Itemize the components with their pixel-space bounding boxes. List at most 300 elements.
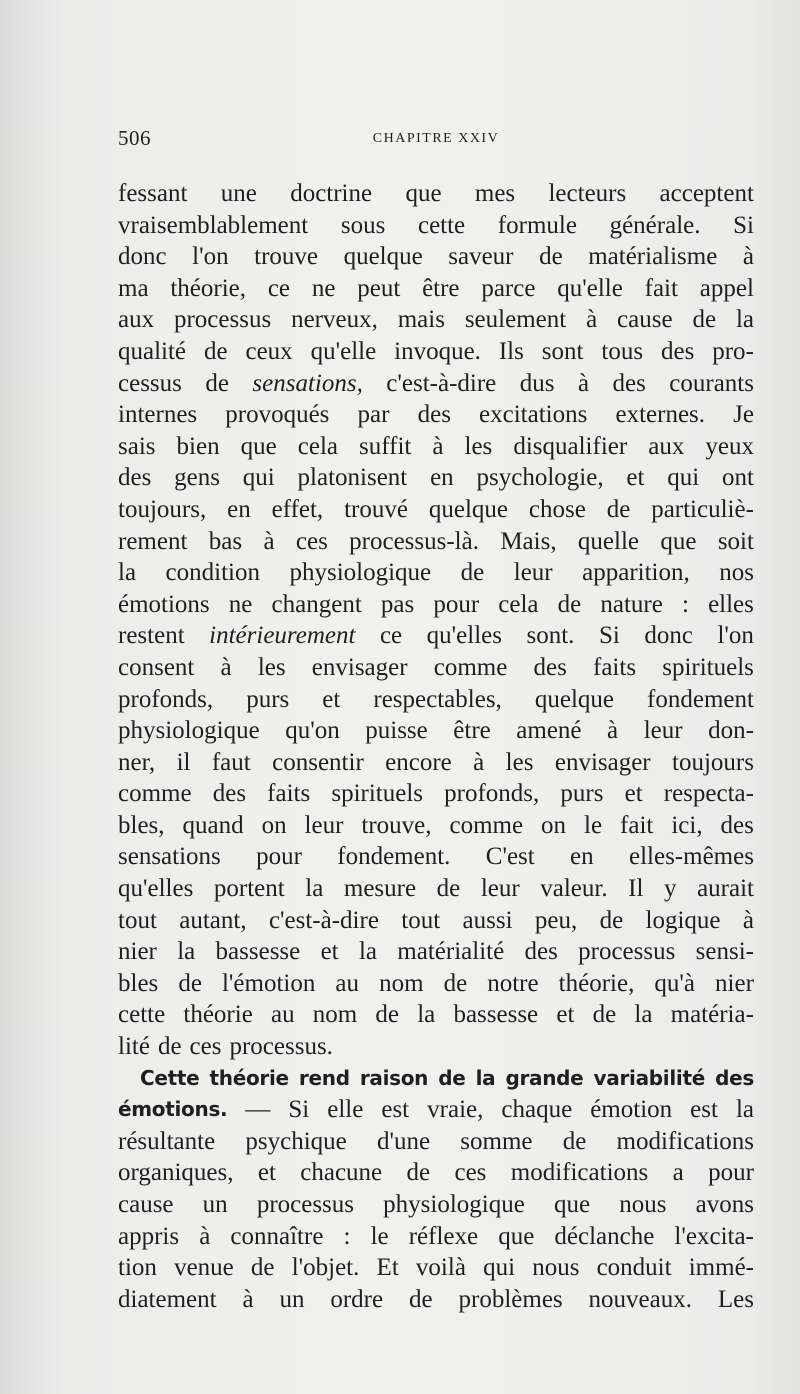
word: à bbox=[577, 369, 590, 397]
word: nom bbox=[312, 1001, 358, 1029]
word: bassesse bbox=[215, 938, 301, 966]
word: quelque bbox=[428, 495, 508, 523]
word: théorie, bbox=[170, 274, 247, 302]
word: par bbox=[357, 401, 390, 429]
text-line bbox=[118, 304, 754, 336]
word: faits bbox=[593, 653, 637, 681]
word: mes bbox=[474, 180, 516, 207]
word: en bbox=[430, 464, 454, 492]
word: platonisent bbox=[297, 464, 408, 492]
word: modifications bbox=[616, 1127, 754, 1155]
word: est bbox=[690, 1096, 718, 1124]
word: changent bbox=[271, 590, 362, 618]
word: ce bbox=[379, 622, 403, 650]
word: fait bbox=[644, 274, 678, 302]
word: somme bbox=[460, 1127, 533, 1155]
text-line bbox=[118, 462, 754, 494]
word: — bbox=[245, 1096, 271, 1124]
text-line bbox=[118, 715, 754, 747]
word: à bbox=[586, 306, 598, 334]
word: variabilité bbox=[593, 1065, 706, 1090]
word: mesure bbox=[343, 875, 417, 903]
word: qu'elles bbox=[118, 875, 194, 903]
text-line bbox=[118, 841, 754, 873]
word: de bbox=[203, 337, 228, 365]
word: toujours bbox=[672, 748, 754, 776]
word: portent bbox=[213, 875, 285, 903]
text-line bbox=[118, 368, 754, 400]
word: donc bbox=[644, 622, 693, 650]
word: pour bbox=[708, 1159, 754, 1187]
word: respecta- bbox=[663, 780, 754, 808]
word: de bbox=[438, 1065, 466, 1090]
word: comme bbox=[118, 780, 192, 808]
word: peut bbox=[357, 274, 401, 302]
word: ne bbox=[311, 274, 336, 302]
word: don- bbox=[708, 717, 754, 745]
word: ne bbox=[228, 590, 253, 618]
word: comme bbox=[433, 653, 508, 681]
word: ces bbox=[454, 1159, 487, 1187]
text-line bbox=[118, 1252, 754, 1284]
text-line bbox=[118, 589, 754, 621]
word: acceptent bbox=[659, 180, 754, 207]
word: de bbox=[375, 1001, 400, 1029]
word: elle bbox=[327, 1096, 364, 1124]
word: notre bbox=[487, 969, 539, 997]
word: être bbox=[453, 717, 491, 745]
word: la bbox=[305, 875, 324, 903]
word: résultante bbox=[118, 1127, 216, 1155]
text-line bbox=[118, 1221, 754, 1253]
word: lité bbox=[118, 1033, 150, 1061]
word: nous bbox=[619, 1191, 667, 1218]
word: et bbox=[322, 685, 341, 713]
word: Je bbox=[733, 401, 754, 429]
word: cela bbox=[498, 590, 539, 618]
word: profonds, bbox=[444, 780, 540, 808]
word: encore bbox=[385, 748, 452, 776]
word: à bbox=[263, 527, 275, 555]
word: qui bbox=[242, 464, 275, 492]
word: et bbox=[320, 938, 339, 966]
word: leur bbox=[480, 875, 520, 903]
text-line bbox=[118, 399, 754, 431]
word: d'une bbox=[376, 1127, 431, 1155]
word: internes bbox=[118, 401, 198, 429]
word: on bbox=[261, 811, 287, 839]
word: aux bbox=[648, 432, 685, 460]
word: saveur bbox=[448, 243, 514, 271]
word: fait bbox=[620, 811, 654, 839]
word: intérieurement bbox=[209, 622, 356, 650]
word: rend bbox=[298, 1065, 350, 1090]
word: respectables, bbox=[373, 685, 502, 713]
word: le bbox=[370, 1222, 389, 1250]
word: leur bbox=[304, 811, 344, 839]
word: émotions. bbox=[118, 1097, 228, 1122]
word: cessus bbox=[118, 369, 182, 397]
word: Si bbox=[733, 211, 754, 239]
word: trouve bbox=[254, 243, 319, 271]
word: de bbox=[606, 495, 631, 523]
word: la bbox=[634, 1001, 653, 1029]
text-line bbox=[118, 620, 754, 652]
word: pas bbox=[380, 590, 415, 618]
word: Si bbox=[288, 1096, 310, 1124]
word: bles, bbox=[118, 811, 165, 839]
word: chacune bbox=[300, 1159, 383, 1187]
word: soit bbox=[717, 527, 754, 555]
word: donc bbox=[118, 243, 167, 271]
word: psychologie, bbox=[476, 464, 604, 492]
word: des bbox=[118, 464, 152, 492]
word: fondement bbox=[647, 685, 754, 713]
text-line bbox=[118, 1031, 754, 1063]
word: de bbox=[692, 306, 717, 334]
word: de bbox=[157, 1033, 182, 1061]
word: aurait bbox=[697, 875, 754, 903]
word: processus-là. bbox=[349, 527, 479, 555]
word: envisager bbox=[554, 748, 651, 776]
word: seulement bbox=[464, 306, 567, 334]
word: ma bbox=[118, 274, 149, 302]
word: spirituels bbox=[662, 653, 754, 681]
word: ceux bbox=[245, 337, 293, 365]
word: connaître bbox=[230, 1222, 324, 1250]
word: quelque bbox=[534, 685, 614, 713]
word: leur bbox=[643, 717, 683, 745]
text-line bbox=[118, 336, 754, 368]
word: C'est bbox=[485, 843, 535, 871]
word: sensations, bbox=[252, 369, 363, 397]
word: l'on bbox=[192, 243, 229, 271]
word: de bbox=[205, 369, 229, 397]
word: : bbox=[343, 1222, 351, 1250]
word: qualité bbox=[118, 337, 187, 365]
word: particuliè- bbox=[651, 495, 754, 523]
word: théorie bbox=[209, 1065, 289, 1090]
word: réflexe bbox=[408, 1222, 479, 1250]
word: consent bbox=[118, 653, 195, 681]
chapter-title: CHAPITRE XXIV bbox=[372, 131, 500, 146]
word: la bbox=[118, 559, 137, 587]
word: la bbox=[735, 1096, 754, 1124]
word: elles-mêmes bbox=[628, 843, 754, 871]
word: Et bbox=[376, 1254, 399, 1282]
word: quelle bbox=[577, 527, 640, 555]
word: de bbox=[539, 243, 563, 271]
word: au bbox=[335, 969, 360, 997]
word: à bbox=[742, 906, 754, 934]
word: logique bbox=[645, 906, 721, 934]
word: bassesse bbox=[453, 1001, 539, 1029]
word: Il bbox=[628, 875, 644, 903]
word: : bbox=[681, 590, 689, 618]
word: les bbox=[505, 748, 534, 776]
word: y bbox=[664, 875, 677, 903]
word: ces bbox=[189, 1033, 222, 1061]
text-line bbox=[118, 273, 754, 305]
body-text bbox=[118, 178, 754, 1315]
word: les bbox=[257, 653, 286, 681]
word: et bbox=[626, 464, 645, 492]
word: purs bbox=[246, 685, 290, 713]
word: de bbox=[409, 1285, 433, 1313]
word: théorie, bbox=[558, 969, 635, 997]
text-line bbox=[118, 652, 754, 684]
word: la bbox=[417, 1001, 436, 1029]
word: sensations bbox=[118, 843, 221, 871]
word: mais bbox=[397, 306, 445, 334]
word: psychique bbox=[245, 1127, 347, 1155]
word: de bbox=[250, 1254, 275, 1282]
word: la bbox=[735, 306, 754, 334]
word: déclanche bbox=[554, 1222, 655, 1250]
word: en bbox=[570, 843, 594, 871]
word: matérialisme bbox=[588, 243, 718, 271]
word: nom bbox=[379, 969, 424, 997]
word: qu'on bbox=[285, 717, 340, 745]
word: que bbox=[660, 527, 697, 555]
word: des bbox=[660, 337, 695, 365]
word: nier bbox=[715, 969, 754, 997]
word: et bbox=[257, 1159, 276, 1187]
word: de bbox=[460, 559, 485, 587]
word: de bbox=[599, 906, 624, 934]
word: ont bbox=[722, 464, 754, 492]
word: effet, bbox=[271, 495, 324, 523]
word: a bbox=[672, 1159, 684, 1187]
text-line bbox=[118, 1189, 754, 1221]
page-number: 506 bbox=[118, 126, 151, 150]
word: on bbox=[541, 811, 567, 839]
word: être bbox=[422, 274, 460, 302]
word: immé- bbox=[688, 1254, 754, 1282]
word: de bbox=[178, 969, 202, 997]
word: peu, bbox=[534, 906, 578, 934]
word: sont. bbox=[526, 622, 575, 650]
text-line bbox=[118, 210, 754, 242]
word: l'émotion bbox=[221, 969, 316, 997]
text-line bbox=[118, 936, 754, 968]
word: et bbox=[556, 1001, 575, 1029]
word: doctrine bbox=[290, 180, 373, 207]
text-line bbox=[118, 905, 754, 937]
word: lecteurs bbox=[548, 180, 627, 207]
word: Cette bbox=[140, 1065, 200, 1090]
word: quelque bbox=[343, 243, 423, 271]
word: est bbox=[381, 1096, 410, 1124]
word: gens bbox=[174, 464, 220, 492]
word: à bbox=[607, 717, 619, 745]
word: valeur. bbox=[540, 875, 608, 903]
word: voilà bbox=[415, 1254, 466, 1282]
word: la bbox=[475, 1065, 496, 1090]
word: provoqués bbox=[225, 401, 330, 429]
text-line bbox=[118, 778, 754, 810]
text-line bbox=[118, 1126, 754, 1158]
word: avons bbox=[695, 1191, 754, 1218]
word: cette bbox=[118, 1001, 166, 1029]
word: profonds, bbox=[118, 685, 214, 713]
word: que bbox=[553, 1191, 591, 1218]
word: elles bbox=[708, 590, 754, 618]
word: nature bbox=[600, 590, 663, 618]
text-line bbox=[118, 178, 754, 210]
word: pour bbox=[433, 590, 480, 618]
word: courants bbox=[669, 369, 754, 397]
word: problèmes bbox=[458, 1285, 563, 1313]
word: les bbox=[464, 432, 493, 460]
word: processus bbox=[173, 306, 272, 334]
word: autant, bbox=[179, 906, 247, 934]
text-line bbox=[118, 747, 754, 779]
running-head bbox=[118, 126, 754, 156]
word: nous bbox=[532, 1254, 580, 1282]
word: pour bbox=[256, 843, 302, 871]
word: il bbox=[176, 748, 191, 776]
word: processus bbox=[578, 938, 676, 966]
word: qui bbox=[483, 1254, 516, 1282]
word: des bbox=[417, 401, 451, 429]
word: trouve, bbox=[361, 811, 432, 839]
text-line bbox=[118, 999, 754, 1031]
word: matérialité bbox=[397, 938, 505, 966]
word: rement bbox=[118, 527, 188, 555]
word: des bbox=[720, 811, 754, 839]
word: cette bbox=[417, 211, 466, 239]
word: physiologique bbox=[383, 1191, 525, 1218]
word: modifications bbox=[510, 1159, 649, 1187]
word: parce bbox=[481, 274, 536, 302]
word: ces bbox=[295, 527, 328, 555]
word: organiques, bbox=[118, 1159, 234, 1187]
word: ordre bbox=[330, 1285, 384, 1313]
word: tion bbox=[118, 1254, 157, 1282]
word: fessant bbox=[118, 180, 188, 207]
word: l'excita- bbox=[674, 1222, 754, 1250]
word: nouveaux. bbox=[588, 1285, 692, 1313]
word: ici, bbox=[671, 811, 703, 839]
word: chaque bbox=[501, 1096, 573, 1124]
word: Si bbox=[598, 622, 620, 650]
word: restent bbox=[118, 622, 185, 650]
word: pro- bbox=[712, 337, 754, 365]
text-line bbox=[118, 241, 754, 273]
word: en bbox=[227, 495, 251, 523]
word: qu'elle bbox=[310, 337, 377, 365]
word: formule bbox=[497, 211, 577, 239]
word: l'on bbox=[717, 622, 754, 650]
word: invoque. bbox=[394, 337, 481, 365]
word: Ils bbox=[498, 337, 524, 365]
word: ner, bbox=[118, 748, 156, 776]
word: Mais, bbox=[500, 527, 557, 555]
word: de bbox=[436, 875, 461, 903]
word: que bbox=[498, 1222, 535, 1250]
word: nier bbox=[118, 938, 157, 966]
text-line bbox=[118, 1284, 754, 1316]
text-line bbox=[118, 1157, 754, 1189]
word: vraisemblablement bbox=[118, 211, 309, 239]
word: grande bbox=[505, 1065, 584, 1090]
word: processus bbox=[256, 1191, 355, 1218]
word: à bbox=[432, 432, 444, 460]
word: cela bbox=[297, 432, 338, 460]
text-line bbox=[118, 431, 754, 463]
word: conduit bbox=[596, 1254, 672, 1282]
word: leur bbox=[513, 559, 553, 587]
word: condition bbox=[165, 559, 260, 587]
word: nerveux, bbox=[291, 306, 378, 334]
word: ce bbox=[267, 274, 291, 302]
word: raison bbox=[359, 1065, 429, 1090]
word: des bbox=[612, 369, 646, 397]
word: physiologique bbox=[289, 559, 432, 587]
text-line bbox=[118, 1094, 754, 1126]
word: bles bbox=[118, 969, 159, 997]
word: de bbox=[443, 969, 468, 997]
word: et bbox=[624, 780, 643, 808]
text-line bbox=[118, 494, 754, 526]
text-line bbox=[118, 557, 754, 589]
word: externes. bbox=[615, 401, 706, 429]
word: vraie, bbox=[427, 1096, 484, 1124]
text-line bbox=[118, 684, 754, 716]
word: bas bbox=[208, 527, 243, 555]
word: de bbox=[557, 590, 582, 618]
word: à bbox=[473, 748, 485, 776]
word: tous bbox=[601, 337, 644, 365]
word: de bbox=[592, 1001, 617, 1029]
word: apparition, bbox=[582, 559, 690, 587]
word: que bbox=[240, 432, 277, 460]
word: tout bbox=[401, 906, 441, 934]
word: processus. bbox=[229, 1033, 333, 1061]
word: disqualifier bbox=[513, 432, 628, 460]
word: qui bbox=[667, 464, 700, 492]
word: à bbox=[199, 1222, 211, 1250]
word: appris bbox=[118, 1222, 180, 1250]
word: cause bbox=[118, 1191, 174, 1218]
word: aussi bbox=[462, 906, 513, 934]
word: excitations bbox=[479, 401, 588, 429]
word: sensi- bbox=[695, 938, 754, 966]
word: le bbox=[584, 811, 603, 839]
text-line bbox=[118, 810, 754, 842]
word: l'objet. bbox=[291, 1254, 360, 1282]
word: à bbox=[242, 1285, 254, 1313]
word: c'est-à-dire bbox=[386, 369, 497, 397]
word: qu'elle bbox=[557, 274, 623, 302]
word: une bbox=[220, 180, 257, 207]
word: faits bbox=[267, 780, 311, 808]
word: appel bbox=[699, 274, 754, 302]
word: c'est-à-dire bbox=[268, 906, 379, 934]
word: qu'elles bbox=[426, 622, 502, 650]
word: émotions bbox=[118, 590, 210, 618]
word: envisager bbox=[311, 653, 408, 681]
text-line bbox=[118, 968, 754, 1000]
word: aux bbox=[118, 306, 155, 334]
word: qu'à bbox=[654, 969, 695, 997]
word: puisse bbox=[365, 717, 428, 745]
word: chose bbox=[528, 495, 586, 523]
word: bien bbox=[176, 432, 220, 460]
word: yeux bbox=[705, 432, 754, 460]
word: un bbox=[279, 1285, 305, 1313]
